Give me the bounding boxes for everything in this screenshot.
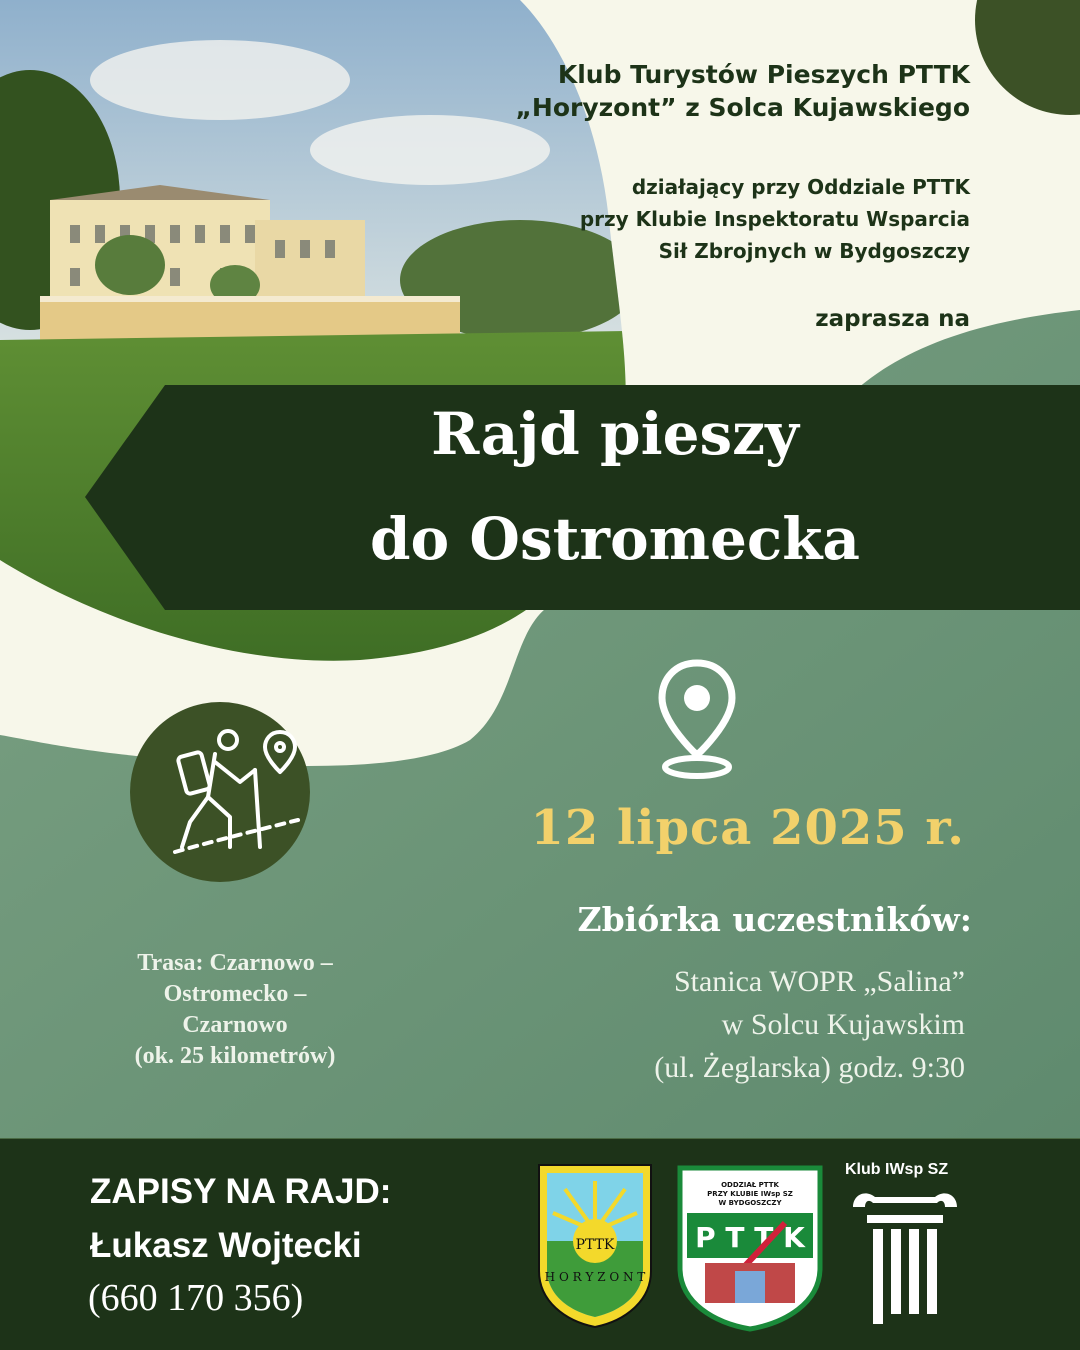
affiliation-line-1: działający przy Oddziale PTTK: [631, 175, 970, 199]
svg-text:W BYDGOSZCZY: W BYDGOSZCZY: [718, 1199, 782, 1207]
route-line-3: Czarnowo: [182, 1012, 288, 1038]
pttk-horyzont-logo: [535, 1161, 655, 1331]
affiliation-line-3: Sił Zbrojnych w Bydgoszczy: [658, 239, 970, 263]
route-info: [75, 948, 395, 1072]
hiker-icon: [130, 702, 310, 882]
event-title-line-2: do Ostromecka: [370, 505, 860, 573]
meeting-line-1: Stanica WOPR „Salina”: [673, 965, 965, 998]
location-pin-icon: [650, 655, 745, 785]
route-line-2: Ostromecko –: [163, 981, 307, 1007]
svg-text:H O R Y Z O N T: H O R Y Z O N T: [544, 1270, 646, 1284]
svg-text:ODDZIAŁ PTTK: ODDZIAŁ PTTK: [721, 1181, 779, 1189]
svg-text:P T T K: P T T K: [695, 1221, 805, 1254]
event-date: 12 lipca 2025 r.: [530, 800, 965, 856]
meeting-place: [654, 960, 965, 1089]
club-iwsp-column-logo: [845, 1187, 965, 1327]
meeting-line-2: w Solcu Kujawskim: [721, 1008, 965, 1041]
svg-text:PTTK: PTTK: [575, 1237, 615, 1253]
meeting-line-3: (ul. Żeglarska) godz. 9:30: [654, 1051, 965, 1084]
route-line-1: Trasa: Czarnowo –: [137, 950, 333, 976]
meeting-heading: Zbiórka uczestników:: [577, 900, 972, 939]
event-title-line-1: Rajd pieszy: [431, 400, 799, 468]
contact-person: Łukasz Wojtecki: [90, 1226, 362, 1265]
signup-heading: ZAPISY NA RAJD:: [90, 1172, 392, 1211]
contact-phone[interactable]: (660 170 356): [88, 1277, 304, 1319]
footer: [0, 1138, 1080, 1350]
affiliation-line-2: przy Klubie Inspektoratu Wsparcia: [579, 207, 970, 231]
route-line-4: (ok. 25 kilometrów): [134, 1043, 336, 1069]
club-iwsp-label: Klub IWsp SZ: [845, 1161, 949, 1178]
organizer-line-2: „Horyzont” z Solca Kujawskiego: [515, 93, 970, 122]
invite-text: zaprasza na: [815, 306, 970, 332]
organizer-line-1: Klub Turystów Pieszych PTTK: [557, 60, 970, 89]
pttk-oddzial-logo: [675, 1163, 825, 1333]
svg-text:PRZY KLUBIE IWsp SZ: PRZY KLUBIE IWsp SZ: [707, 1190, 793, 1198]
